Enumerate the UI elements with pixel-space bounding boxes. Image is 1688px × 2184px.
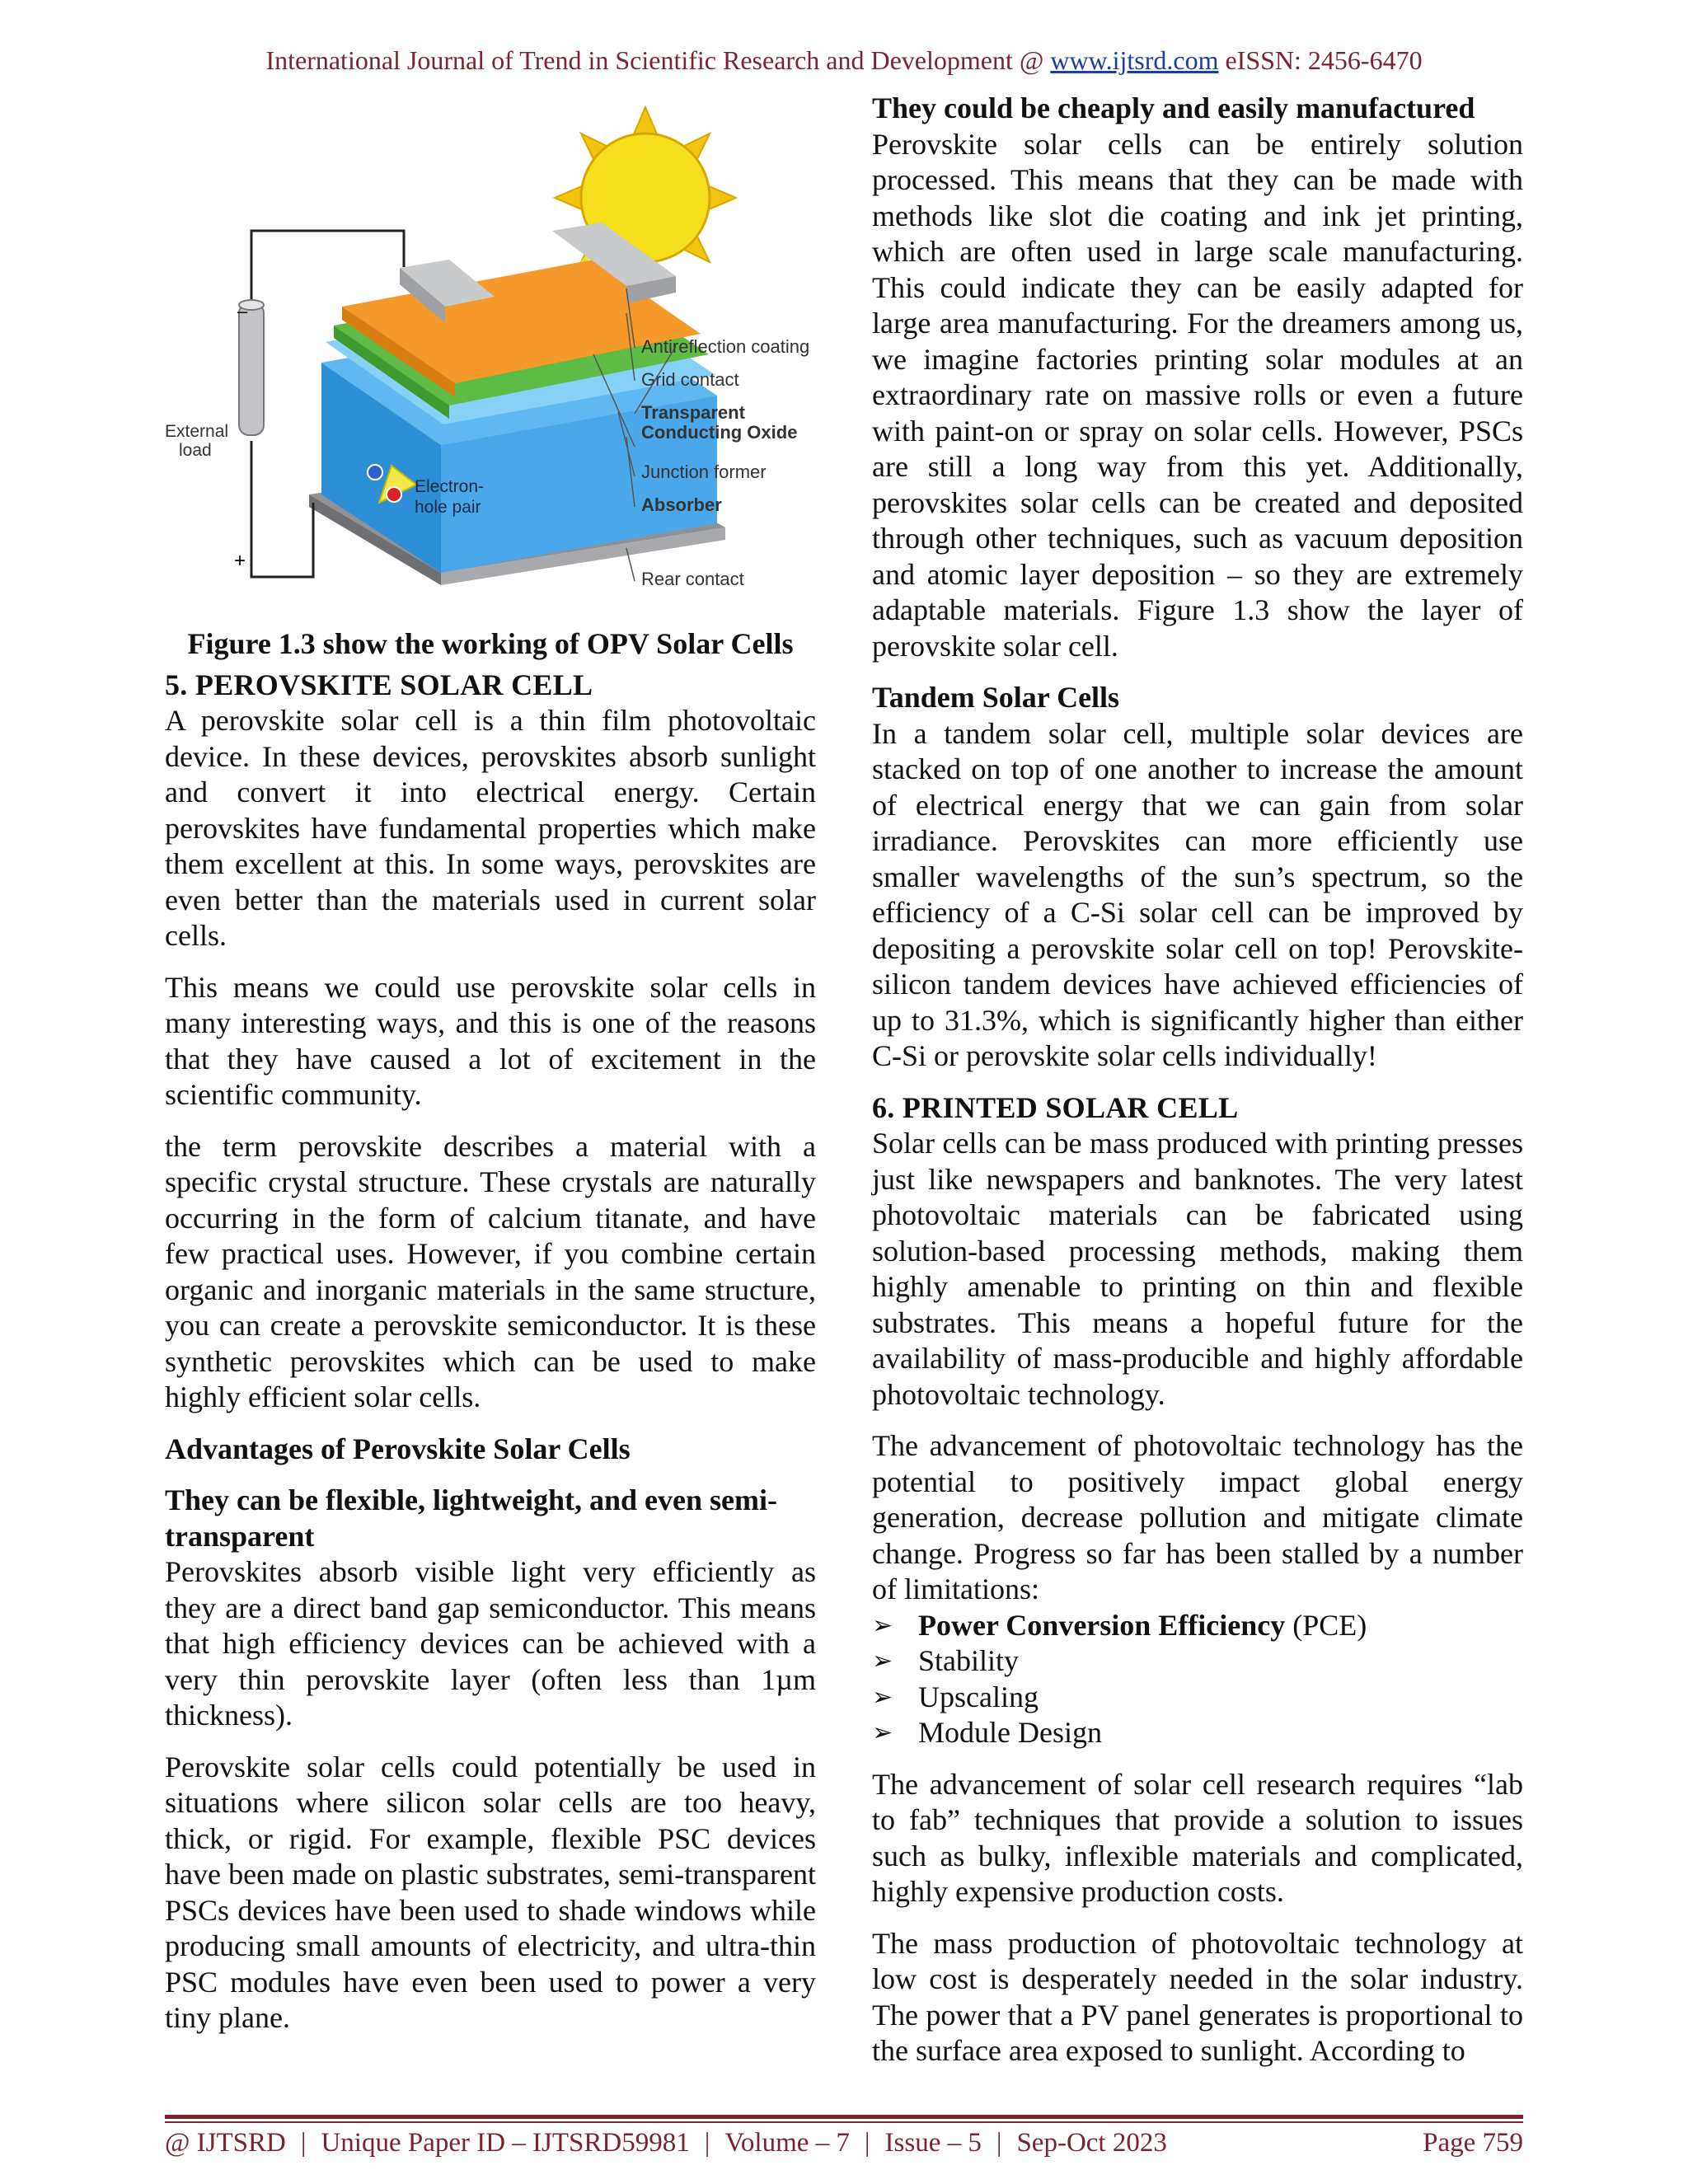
junction-label: Junction former <box>641 462 767 482</box>
bullet-arrow-icon: ➢ <box>872 1719 893 1746</box>
paragraph: The mass production of photovoltaic technology at low cost is desperately needed in the solar industry. The power that a PV panel generates is proportional to the surface area exposed to sunlight. According to <box>872 1926 1523 2067</box>
figure-caption: Figure 1.3 show the working of OPV Solar Cells <box>187 627 794 660</box>
grid-contact-label: Grid contact <box>641 369 739 390</box>
flexible-heading: They can be flexible, lightweight, and even semi-transparent <box>165 1483 777 1553</box>
footer-rule-thin <box>165 2121 1523 2123</box>
paragraph: The advancement of photovoltaic technology has the potential to positively impact global energy generation, decrease pollution and mitigate climate change. Progress so far has been stalled by a number of limitations: <box>872 1429 1523 1605</box>
paragraph: The advancement of solar cell research requires “lab to fab” techniques that provide a solution to issues such as bulky, inflexible materials and complicated, highly expensive production costs. <box>872 1767 1523 1908</box>
advantages-heading: Advantages of Perovskite Solar Cells <box>165 1432 631 1465</box>
external-load-label-2: load <box>179 441 212 460</box>
paragraph: Perovskite solar cells can be entirely solution processed. This means that they can be made with methods like slot die coating and ink jet printing, which are often used in large scale manufacturing. This could indicate they can be easily adapted for large area manufacturing. For the dreamers among us, we imagine factories printing solar modules at an extraordinary rate on massive rolls or even a future with paint-on or spray on solar cells. However, PSCs are still a long way from this yet. Additionally, perovskites solar cells can be created and deposited through other techniques, such as vacuum deposition and atomic layer deposition – so they are extremely adaptable materials. Figure 1.3 show the layer of perovskite solar cell. <box>872 127 1523 663</box>
list-item: ➢ Power Conversion Efficiency (PCE) <box>872 1608 1523 1644</box>
footer-rule-thick <box>165 2115 1523 2119</box>
paragraph: Perovskites absorb visible light very efficiently as they are a direct band gap semiconductor. This means that high efficiency devices can be achieved with a very thin perovskite layer (often less than 1µm thickness). <box>165 1555 816 1732</box>
journal-header <box>0 45 1688 76</box>
electron-hole-label-2: hole pair <box>415 498 481 517</box>
left-column <box>165 91 816 2052</box>
page-number: Page 759 <box>1423 2128 1523 2158</box>
cheap-manufacture-heading: They could be cheaply and easily manufactured <box>872 91 1475 124</box>
rear-contact-label: Rear contact <box>641 569 744 589</box>
footer-meta: @ IJTSRD | Unique Paper ID – IJTSRD59981 | Volume – 7 | Issue – 5 | Sep-Oct 2023 <box>165 2128 1167 2158</box>
external-load-label-1: External <box>165 422 229 441</box>
list-item: ➢ Stability <box>872 1643 1523 1680</box>
bullet-arrow-icon: ➢ <box>872 1611 893 1639</box>
tco-label-2: Conducting Oxide <box>641 422 798 443</box>
bullet-arrow-icon: ➢ <box>872 1647 893 1675</box>
paragraph: Perovskite solar cells could potentially be used in situations where silicon solar cells are too heavy, thick, or rigid. For example, flexible PSC devices have been made on plastic substrates, semi-transparent PSCs devices have been used to shade windows while producing small amounts of electricity, and ultra-thin PSC modules have even been used to power a very tiny plane. <box>165 1750 816 2034</box>
paragraph: This means we could use perovskite solar cells in many interesting ways, and this is one of the reasons that they have caused a lot of excitement in the scientific community. <box>165 970 816 1111</box>
right-column <box>872 91 1523 2085</box>
section-5-title: 5. PEROVSKITE SOLAR CELL <box>165 668 593 701</box>
list-item: ➢ Module Design <box>872 1715 1523 1751</box>
opv-cell-diagram <box>165 91 816 618</box>
hole-icon <box>387 487 401 502</box>
header-prefix: International Journal of Trend in Scientific Research and Development @ <box>265 45 1051 75</box>
antireflection-label: Antireflection coating <box>641 336 810 357</box>
paragraph: the term perovskite describes a material with a specific crystal structure. These crystals are naturally occurring in the form of calcium titanate, and have few practical uses. However, if you combine certain organic and inorganic materials in the same structure, you can create a perovskite semiconductor. It is these synthetic perovskites which can be used to make highly efficient solar cells. <box>165 1129 816 1413</box>
minus-label: – <box>237 301 248 321</box>
absorber-label: Absorber <box>641 494 722 515</box>
journal-url-link[interactable]: www.ijtsrd.com <box>1050 45 1219 75</box>
limitations-list <box>872 1608 1523 1751</box>
list-item: ➢ Upscaling <box>872 1680 1523 1716</box>
paragraph: A perovskite solar cell is a thin film photovoltaic device. In these devices, perovskites absorb sunlight and convert it into electrical energy. Certain perovskites have fundamental properties which make them excellent at this. In some ways, perovskites are even better than the materials used in current solar cells. <box>165 704 816 952</box>
bullet-arrow-icon: ➢ <box>872 1683 893 1711</box>
plus-label: + <box>234 550 246 572</box>
electron-hole-label-1: Electron- <box>415 477 485 496</box>
header-suffix: eISSN: 2456-6470 <box>1218 45 1423 75</box>
tandem-heading: Tandem Solar Cells <box>872 681 1120 714</box>
section-6-title: 6. PRINTED SOLAR CELL <box>872 1090 1239 1124</box>
electron-icon <box>368 465 382 480</box>
paragraph: Solar cells can be mass produced with printing presses just like newspapers and banknotes. The very latest photovoltaic materials can be fabricated using solution-based processing methods, making them highly amenable to printing on thin and flexible substrates. This means a hopeful future for the availability of mass-producible and highly affordable photovoltaic technology. <box>872 1127 1523 1411</box>
page-footer <box>165 2128 1523 2158</box>
paragraph: In a tandem solar cell, multiple solar devices are stacked on top of one another to increase the amount of electrical energy that we can gain from solar irradiance. Perovskites can more efficiently use smaller wavelengths of the sun’s spectrum, so the efficiency of a C-Si solar cell can be improved by depositing a perovskite solar cell on top! Perovskite-silicon tandem devices have achieved efficiencies of up to 31.3%, which is significantly higher than either C-Si or perovskite solar cells individually! <box>872 716 1523 1072</box>
tco-label-1: Transparent <box>641 402 745 423</box>
opv-cell-figure <box>165 91 816 618</box>
